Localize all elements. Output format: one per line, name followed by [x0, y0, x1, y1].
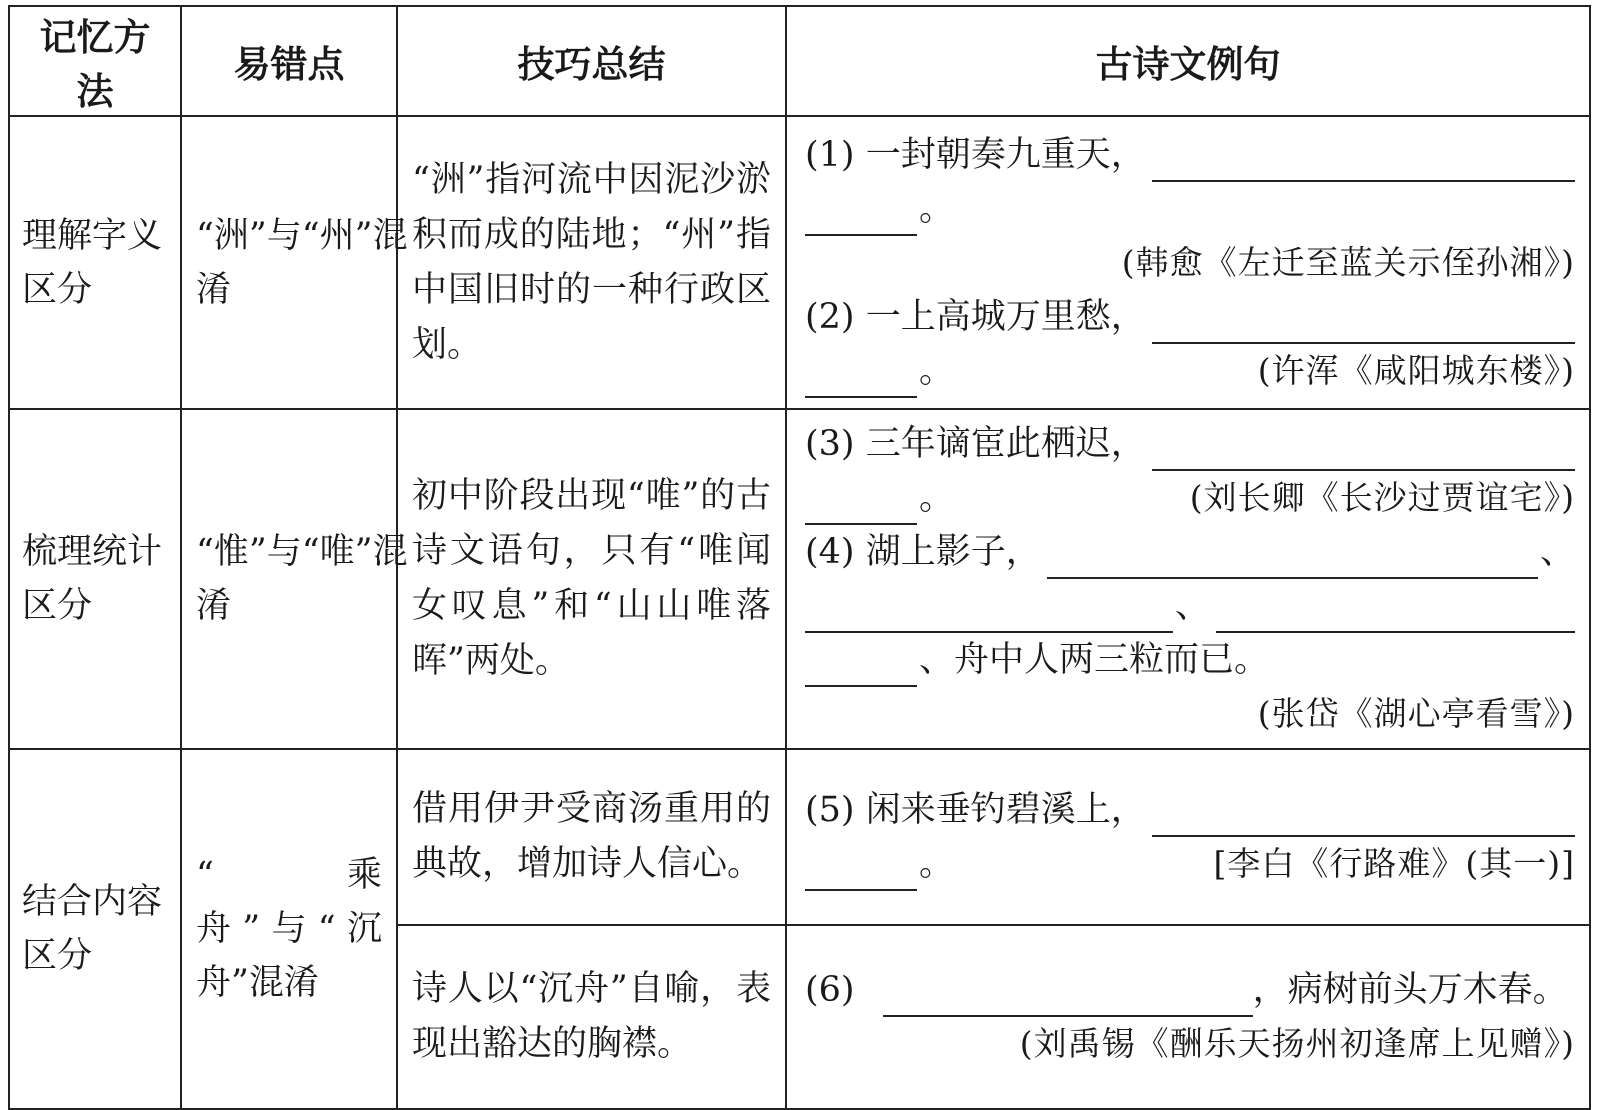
answer-blank[interactable] [805, 196, 917, 236]
example-cell [786, 925, 1590, 1109]
example-line [805, 344, 1575, 398]
example-source: (许浑《咸阳城东楼》) [1257, 350, 1575, 390]
example-cell [786, 409, 1590, 749]
example-cell [786, 116, 1590, 409]
example-source: (张岱《湖心亭看雪》) [1257, 694, 1575, 733]
memory-method-table [8, 5, 1591, 1110]
example-text: (5) 闲来垂钓碧溪上， [805, 790, 1146, 830]
example-line [805, 525, 1575, 579]
example-source: (刘长卿《长沙过贾谊宅》) [1189, 478, 1575, 517]
example-source: [李白《行路难》(其一)] [1213, 844, 1575, 883]
tip-cell: 借用伊尹受商汤重用的典故，增加诗人信心。 [397, 749, 786, 925]
method-cell: 梳理统计区分 [9, 409, 181, 749]
example-text: (6) [805, 970, 855, 1010]
punctuation: 。 [919, 188, 955, 229]
punctuation: 。 [919, 350, 955, 391]
error-point-cell: “乘舟”与“沉舟”混淆 [181, 749, 397, 1109]
answer-blank[interactable] [805, 851, 917, 891]
table-row [9, 409, 1590, 749]
tip-cell: “洲”指河流中因泥沙淤积而成的陆地；“州”指中国旧时的一种行政区划。 [397, 116, 786, 409]
example-text: (3) 三年谪宦此栖迟， [805, 424, 1146, 464]
table-row [9, 116, 1590, 409]
answer-blank[interactable] [883, 977, 1253, 1017]
example-line [805, 837, 1575, 891]
example-line [805, 579, 1575, 633]
punctuation: 。 [919, 478, 955, 518]
answer-blank[interactable] [805, 485, 917, 525]
answer-blank[interactable] [1152, 431, 1575, 471]
answer-blank[interactable] [805, 647, 917, 687]
example-line [805, 417, 1575, 471]
error-point-cell: “惟”与“唯”混淆 [181, 409, 397, 749]
tip-cell: 诗人以“沉舟”自喻，表现出豁达的胸襟。 [397, 925, 786, 1109]
example-line [805, 633, 1575, 687]
header-error-point: 易错点 [181, 6, 397, 116]
header-method: 记忆方法 [9, 6, 181, 116]
answer-blank[interactable] [805, 358, 917, 398]
header-row [9, 6, 1590, 116]
tip-cell: 初中阶段出现“唯”的古诗文语句，只有“唯闻女叹息”和“山山唯落晖”两处。 [397, 409, 786, 749]
example-line [805, 783, 1575, 837]
example-text: (4) 湖上影子， [805, 532, 1041, 572]
example-line [805, 128, 1575, 182]
answer-blank[interactable] [1152, 304, 1575, 344]
header-example: 古诗文例句 [786, 6, 1590, 116]
punctuation: 。 [919, 844, 955, 884]
example-text: ，病树前头万木春。 [1252, 970, 1568, 1010]
example-source: (刘禹锡《酬乐天扬州初逢席上见赠》) [1019, 1024, 1575, 1063]
error-point-cell: “洲”与“州”混淆 [181, 116, 397, 409]
example-text: 、舟中人两三粒而已。 [919, 640, 1270, 680]
example-cell [786, 749, 1590, 925]
example-source: (韩愈《左迁至蓝关示侄孙湘》) [1121, 242, 1575, 282]
punctuation: 、 [1175, 586, 1211, 626]
header-tip-summary: 技巧总结 [397, 6, 786, 116]
answer-blank[interactable] [1152, 797, 1575, 837]
example-text: (1) 一封朝奏九重天， [805, 134, 1146, 175]
table-row [9, 749, 1590, 925]
example-line [805, 290, 1575, 344]
example-line [805, 963, 1575, 1017]
example-line [805, 182, 1575, 236]
method-cell: 理解字义区分 [9, 116, 181, 409]
punctuation: 、 [1539, 532, 1575, 572]
answer-blank[interactable] [1152, 142, 1575, 182]
answer-blank[interactable] [1216, 593, 1575, 633]
example-text: (2) 一上高城万里愁， [805, 296, 1146, 337]
answer-blank[interactable] [805, 593, 1173, 633]
example-line [805, 471, 1575, 525]
answer-blank[interactable] [1047, 539, 1538, 579]
method-cell: 结合内容区分 [9, 749, 181, 1109]
